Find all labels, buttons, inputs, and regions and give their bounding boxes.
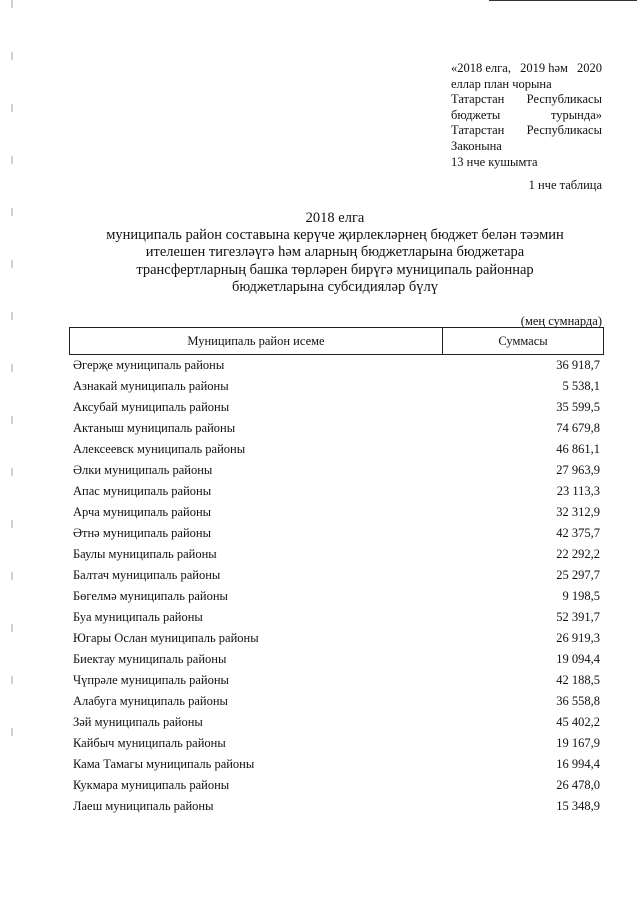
row-amount: 52 391,7 [556, 610, 600, 624]
row-district-name: Аксубай муниципаль районы [73, 400, 230, 414]
column-header-amount: Суммасы [498, 333, 548, 348]
row-amount: 19 094,4 [556, 652, 600, 666]
row-district-name: Апас муниципаль районы [73, 484, 212, 498]
table-row [73, 607, 602, 628]
row-district-name: Бөгелмә муниципаль районы [73, 589, 228, 603]
row-district-name: Чүпрәле муниципаль районы [73, 673, 229, 687]
table-row [73, 376, 602, 397]
column-header-name: Муниципаль район исеме [70, 328, 443, 354]
table-row [73, 670, 602, 691]
header-text: Республикасы [526, 123, 602, 138]
table-row [73, 628, 602, 649]
title-line: бюджетларына субсидияләр бүлү [232, 278, 438, 295]
header-line-1 [451, 61, 602, 77]
row-amount: 46 861,1 [556, 442, 600, 456]
row-amount: 22 292,2 [556, 547, 600, 561]
document-title [100, 210, 570, 296]
header-line-2: еллар план чорына [451, 76, 552, 91]
header-line-6: Законына [451, 138, 502, 153]
row-district-name: Баулы муниципаль районы [73, 547, 217, 561]
row-district-name: Актаныш муниципаль районы [73, 421, 236, 435]
table-row [73, 733, 602, 754]
row-district-name: Әгерҗе муниципаль районы [73, 358, 225, 372]
table-row [73, 712, 602, 733]
row-amount: 9 198,5 [562, 589, 600, 603]
title-line: 2018 елга [305, 210, 365, 226]
row-amount: 45 402,2 [556, 715, 600, 729]
table-row [73, 502, 602, 523]
row-district-name: Кукмара муниципаль районы [73, 778, 230, 792]
row-amount: 74 679,8 [556, 421, 600, 435]
header-line-7: 13 нче кушымта [451, 154, 538, 169]
table-row [73, 355, 602, 376]
header-line-4 [451, 108, 602, 124]
table-header [69, 327, 604, 355]
table-row [73, 775, 602, 796]
row-amount: 26 478,0 [556, 778, 600, 792]
table-row [73, 796, 602, 817]
row-district-name: Әтнә муниципаль районы [73, 526, 212, 540]
table-number-label: 1 нче таблица [528, 178, 602, 192]
row-amount: 35 599,5 [556, 400, 600, 414]
header-text: 2019 һәм [520, 61, 568, 75]
table-body [73, 355, 602, 817]
title-line: муниципаль район составына керүче җирлекләрнең бюджет белән тәэмин [106, 227, 564, 244]
row-amount: 19 167,9 [556, 736, 600, 750]
row-district-name: Балтач муниципаль районы [73, 568, 221, 582]
top-rule [489, 0, 637, 1]
row-district-name: Арча муниципаль районы [73, 505, 212, 519]
table-row [73, 586, 602, 607]
row-district-name: Алексеевск муниципаль районы [73, 442, 246, 456]
header-text: Татарстан [451, 123, 505, 138]
row-amount: 23 113,3 [556, 484, 600, 498]
header-text: бюджеты [451, 107, 501, 122]
table-row [73, 418, 602, 439]
row-district-name: Зәй муниципаль районы [73, 715, 203, 729]
header-text: турында» [550, 107, 602, 122]
row-amount: 26 919,3 [556, 631, 600, 645]
row-amount: 42 375,7 [556, 526, 600, 540]
table-row [73, 460, 602, 481]
row-amount: 32 312,9 [556, 505, 600, 519]
table-row [73, 544, 602, 565]
header-line-3 [451, 92, 602, 108]
row-amount: 5 538,1 [562, 379, 600, 393]
row-amount: 36 918,7 [556, 358, 600, 372]
row-district-name: Биектау муниципаль районы [73, 652, 227, 666]
row-amount: 42 188,5 [556, 673, 600, 687]
row-amount: 25 297,7 [556, 568, 600, 582]
row-amount: 36 558,8 [556, 694, 600, 708]
row-district-name: Алабуга муниципаль районы [73, 694, 228, 708]
title-line: трансфертларның башка төрләрен бирүгә муниципаль районнар [136, 261, 534, 278]
row-amount: 16 994,4 [556, 757, 600, 771]
table-row [73, 649, 602, 670]
row-amount: 15 348,9 [556, 799, 600, 813]
row-district-name: Кама Тамагы муниципаль районы [73, 757, 255, 771]
units-note: (мең сумнарда) [520, 314, 602, 328]
table-row [73, 565, 602, 586]
table-row [73, 397, 602, 418]
title-line: ителешен тигезләүгә һәм аларның бюджетларына бюджетара [145, 244, 525, 261]
header-text: Республикасы [526, 92, 602, 107]
table-row [73, 523, 602, 544]
header-text: «2018 елга, [451, 61, 511, 75]
row-district-name: Югары Ослан муниципаль районы [73, 631, 259, 645]
scan-margin-marks [11, 0, 13, 760]
header-text: Татарстан [451, 92, 505, 107]
row-district-name: Буа муниципаль районы [73, 610, 203, 624]
table-row [73, 439, 602, 460]
table-row [73, 691, 602, 712]
row-amount: 27 963,9 [556, 463, 600, 477]
row-district-name: Лаеш муниципаль районы [73, 799, 214, 813]
table-row [73, 754, 602, 775]
table-row [73, 481, 602, 502]
row-district-name: Азнакай муниципаль районы [73, 379, 229, 393]
header-text: 2020 [577, 61, 602, 75]
row-district-name: Әлки муниципаль районы [73, 463, 213, 477]
header-line-5 [451, 123, 602, 139]
appendix-header [451, 61, 602, 170]
row-district-name: Кайбыч муниципаль районы [73, 736, 226, 750]
